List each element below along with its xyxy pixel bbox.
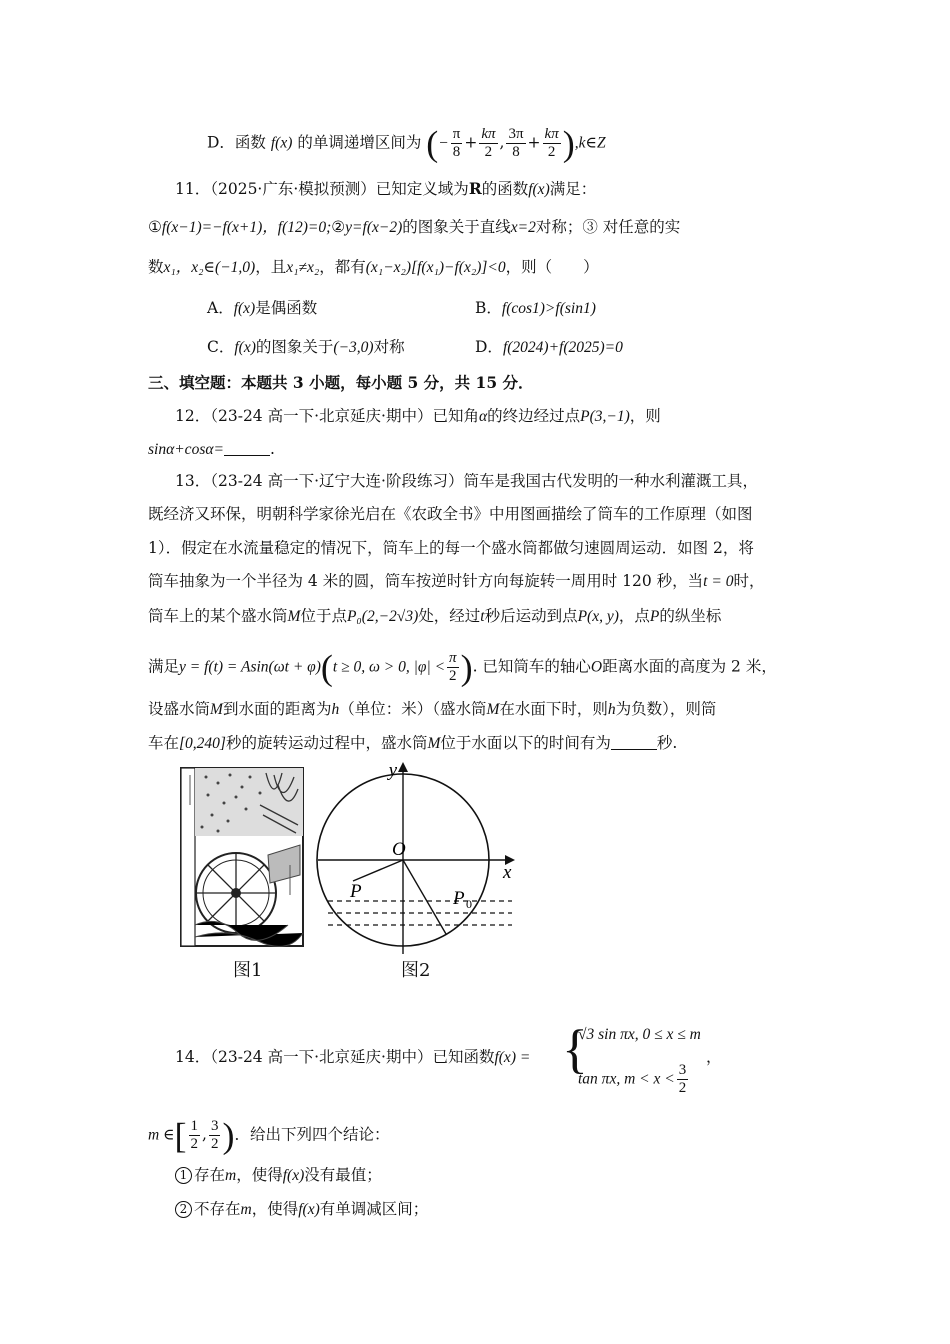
q13-line-2: 既经济又环保，明朝科学家徐光启在《农政全书》中用图画描绘了筒车的工作原理（如图: [148, 505, 753, 523]
q13-line-6: 满足y = f(t) = Asin(ωt + φ)(t ≥ 0, ω > 0, |φ| < $\frac{\pi}{2}$ ). 已知筒车的轴心O距离水面的高度为 2 米，: [148, 647, 777, 688]
q14-conclusion-1: 1 存在m，使得f(x)没有最值；: [175, 1164, 382, 1187]
q11-option-c: C．f(x)的图象关于(−3,0)对称: [207, 338, 405, 356]
q13-line-8: 车在[0,240]秒的旋转运动过程中，盛水筒M位于水面以下的时间有为 秒.: [148, 734, 678, 752]
q12-expression: sinα+cosα= .: [148, 440, 275, 458]
piecewise-brace: {: [562, 1019, 588, 1079]
point-p0-subscript: 0: [466, 897, 472, 911]
point-p0-label: P: [453, 888, 465, 909]
q13-line-4: 筒车抽象为一个半径为 4 米的圆，筒车按逆时针方向每旋转一周用时 120 秒，当t = 0时，: [148, 572, 765, 590]
q13-line-3: 1）．假定在水流量稳定的情况下，筒车上的每一个盛水筒都做匀速圆周运动．如图 2，将: [148, 539, 754, 557]
y-axis-label: y: [388, 760, 397, 781]
q13-line-7: 设盛水筒M到水面的距离为h（单位：米）（盛水筒M在水面下时，则h为负数），则筒: [148, 700, 717, 718]
q11-condition-3: 数x₁，x₂∈(−1,0)，且x₁≠x₂，都有(x₁−x₂)[f(x₁)−f(x₂)]<0，则（ ）: [148, 258, 599, 276]
q13-line-1: 13．（23-24 高一下·辽宁大连·阶段练习）筒车是我国古代发明的一种水利灌溉工具，: [175, 472, 758, 490]
figure-1-label: 图1: [233, 960, 263, 981]
q13-answer-blank[interactable]: [611, 735, 657, 750]
q14-stem: 14．（23-24 高一下·北京延庆·期中）已知函数f(x) =: [175, 1048, 531, 1066]
section-3-title: 三、填空题：本题共 3 小题，每小题 5 分，共 15 分．: [148, 373, 534, 392]
q10-frac3: $\frac{3\pi}{8}$: [508, 126, 524, 160]
figure-1-waterwheel: [178, 765, 308, 950]
q10-frac4: $\frac{k\pi}{2}$: [544, 126, 559, 160]
q12-stem: 12．（23-24 高一下·北京延庆·期中）已知角α的终边经过点P(3,−1)，则: [175, 407, 661, 425]
paren-right: ): [562, 123, 575, 164]
q11-stem: 11．（2025·广东·模拟预测）已知定义域为R的函数f(x)满足：: [175, 179, 597, 198]
q10-optd-mid: 的单调递增区间为: [297, 133, 422, 152]
q11-option-b: B．f(cos1)>f(sin1): [475, 299, 596, 317]
q14-source: （23-24 高一下·北京延庆·期中）: [210, 1048, 433, 1066]
q10-optd-prefix: D．函数: [207, 133, 266, 152]
q13-line-5: 筒车上的某个盛水筒M位于点P₀(2,−2√3)处，经过t秒后运动到点P(x, y)，点P的纵坐标: [148, 607, 722, 625]
q10-optd-fx: f(x): [270, 134, 293, 152]
q14-case-1: √3 sin πx, 0 ≤ x ≤ m: [578, 1026, 701, 1043]
x-axis-label: x: [503, 862, 512, 883]
origin-label: O: [392, 839, 406, 860]
q10-option-d: D．函数 f(x) 的单调递增区间为 (− $\frac{\pi}{8}$ + $\frac{k\pi}{2}$ , $\frac{3\pi}{8}$ + $\frac{k\pi}{2}$ ),k∈Z: [207, 123, 606, 164]
figure-2-circle-diagram: [310, 758, 525, 958]
q12-answer-blank[interactable]: [224, 441, 270, 456]
q13-source: （23-24 高一下·辽宁大连·阶段练习）: [210, 472, 464, 490]
q11-conditions: ①f(x−1)=−f(x+1)，f(12)=0;②y=f(x−2)的图象关于直线x=2对称；③ 对任意的实: [148, 218, 681, 236]
paren-left: (: [426, 123, 439, 164]
figure-2-label: 图2: [401, 960, 431, 981]
q11-option-d: D．f(2024)+f(2025)=0: [475, 338, 623, 356]
point-p-label: P: [350, 881, 362, 902]
q14-m-range: m ∈[ $\frac{1}{2}$ , $\frac{3}{2}$ )．给出下列四个结论：: [148, 1115, 390, 1156]
q11-source: （2025·广东·模拟预测）: [210, 180, 376, 198]
q11-option-a: A．f(x)是偶函数: [207, 299, 318, 317]
q14-case-2: tan πx, m < x < $\frac{3}{2}$: [578, 1062, 687, 1096]
q14-conclusion-2: 2 不存在m，使得f(x)有单调减区间；: [175, 1198, 428, 1221]
q10-frac1: $\frac{\pi}{8}$: [452, 126, 461, 160]
q10-frac2: $\frac{k\pi}{2}$: [481, 126, 496, 160]
q12-source: （23-24 高一下·北京延庆·期中）: [210, 407, 433, 425]
q10-optd-tail: ,k∈Z: [574, 134, 606, 152]
q14-comma: ，: [706, 1048, 722, 1066]
